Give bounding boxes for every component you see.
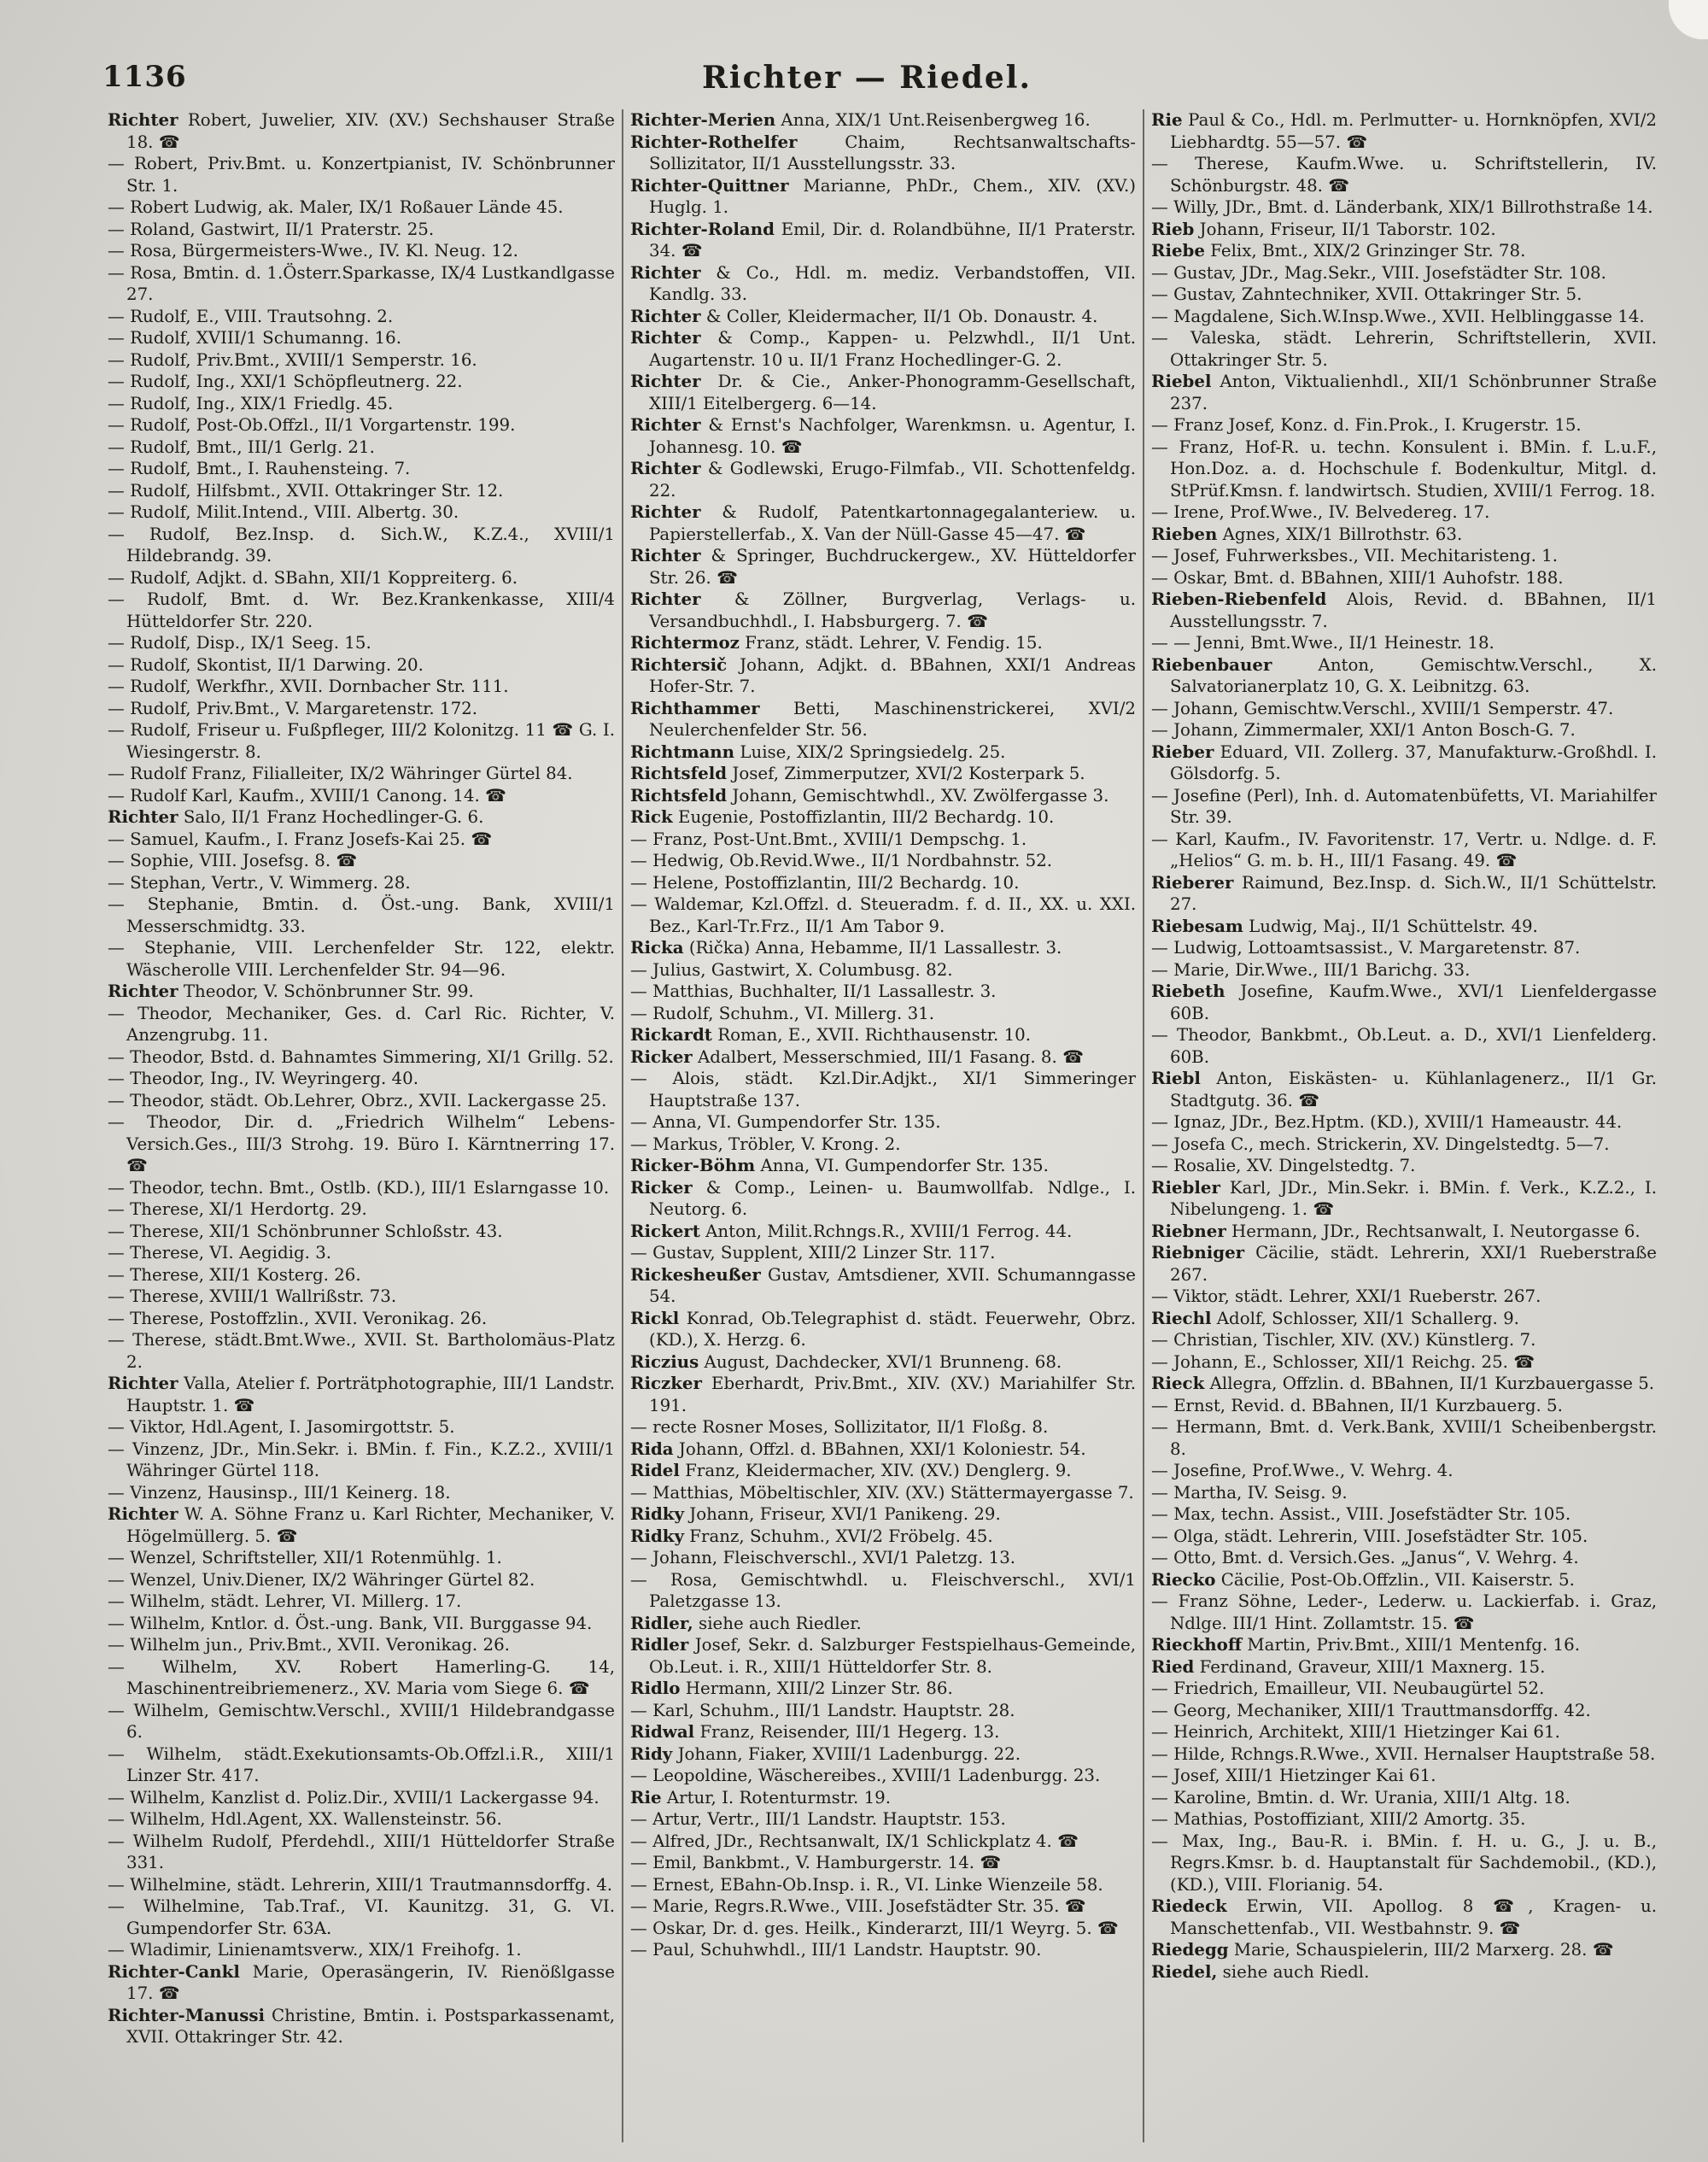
directory-entry: Rieber Eduard, VII. Zollerg. 37, Manufakturw.-Großhdl. I. Gölsdorfg. 5. bbox=[1151, 741, 1657, 783]
directory-entry: — Wilhelmine, städt. Lehrerin, XIII/1 Trautmannsdorffg. 4. bbox=[108, 1874, 613, 1895]
directory-entry: — Anna, VI. Gumpendorfer Str. 135. bbox=[630, 1112, 941, 1132]
directory-entry: — Wilhelm, städt.Exekutionsamts-Ob.Offzl.i.R., XIII/1 Linzer Str. 417. bbox=[108, 1743, 615, 1785]
directory-entry: — Stephanie, Bmtin. d. Öst.-ung. Bank, XVIII/1 Messerschmidtg. 33. bbox=[108, 894, 615, 936]
directory-entry: — Oskar, Bmt. d. BBahnen, XIII/1 Auhofstr. 188. bbox=[1151, 567, 1564, 588]
directory-entry: — Irene, Prof.Wwe., IV. Belvedereg. 17. bbox=[1151, 502, 1490, 522]
directory-entry: Rick Eugenie, Postoffizlantin, III/2 Bechardg. 10. bbox=[630, 806, 1055, 827]
page-corner bbox=[1669, 0, 1708, 39]
directory-entry: — Valeska, städt. Lehrerin, Schriftstellerin, XVII. Ottakringer Str. 5. bbox=[1151, 328, 1657, 370]
directory-entry: — Therese, städt.Bmt.Wwe., XVII. St. Bartholomäus-Platz 2. bbox=[108, 1330, 615, 1372]
directory-entry: — Wilhelm, Gemischtw.Verschl., XVIII/1 Hildebrandgasse 6. bbox=[108, 1700, 615, 1742]
directory-entry: Riebe Felix, Bmt., XIX/2 Grinzinger Str. 78. bbox=[1151, 240, 1526, 261]
directory-entry: — Matthias, Möbeltischler, XIV. (XV.) Stättermayergasse 7. bbox=[630, 1482, 1134, 1503]
running-title: Richter — Riedel. bbox=[701, 60, 1032, 96]
directory-entry: Richtersič Johann, Adjkt. d. BBahnen, XXI/1 Andreas Hofer-Str. 7. bbox=[630, 653, 1136, 696]
directory-entry: — Wilhelm, Hdl.Agent, XX. Wallensteinstr. 56. bbox=[108, 1809, 502, 1829]
directory-entry: — Therese, VI. Aegidig. 3. bbox=[108, 1243, 332, 1263]
directory-entry: — Johann, Zimmermaler, XXI/1 Anton Bosch-G. 7. bbox=[1151, 720, 1576, 740]
directory-entry: — Karl, Kaufm., IV. Favoritenstr. 17, Vertr. u. Ndlge. d. F. „Helios“ G. m. b. H., III/1 Fasang. 49. ☎ bbox=[1151, 829, 1657, 870]
directory-entry: Ricker & Comp., Leinen- u. Baumwollfab. Ndlge., I. Neutorg. 6. bbox=[630, 1176, 1136, 1219]
directory-entry: — Rosalie, XV. Dingelstedtg. 7. bbox=[1151, 1156, 1416, 1175]
directory-entry: — Franz, Post-Unt.Bmt., XVIII/1 Dempschg. 1. bbox=[630, 829, 1027, 849]
directory-entry: Ridky Franz, Schuhm., XVI/2 Fröbelg. 45. bbox=[630, 1525, 993, 1546]
directory-entry: Richter & Godlewski, Erugo-Filmfab., VII. Schottenfeldg. 22. bbox=[630, 458, 1136, 501]
directory-entry: — Wilhelm, Kanzlist d. Poliz.Dir., XVIII/1 Lackergasse 94. bbox=[108, 1787, 600, 1808]
directory-entry: — Rudolf, Bez.Insp. d. Sich.W., K.Z.4., XVIII/1 Hildebrandg. 39. bbox=[108, 524, 615, 565]
directory-entry: Richter Robert, Juwelier, XIV. (XV.) Sechshauser Straße 18. ☎ bbox=[108, 109, 615, 152]
directory-entry: — Josef, Fuhrwerksbes., VII. Mechitaristeng. 1. bbox=[1151, 546, 1559, 565]
directory-entry: Richter & Comp., Kappen- u. Pelzwhdl., II/1 Unt. Augartenstr. 10 u. II/1 Franz Hochedlinger-G. 2. bbox=[630, 327, 1136, 370]
directory-entry: — Rudolf, Bmt., III/1 Gerlg. 21. bbox=[108, 437, 375, 457]
directory-entry: Richter & Zöllner, Burgverlag, Verlags- u. Versandbuchhdl., I. Habsburgerg. 7. ☎ bbox=[630, 589, 1136, 631]
directory-entry: Richter Dr. & Cie., Anker-Phonogramm-Gesellschaft, XIII/1 Eitelbergerg. 6—14. bbox=[630, 371, 1136, 413]
directory-entry: Rickl Konrad, Ob.Telegraphist d. städt. Feuerwehr, Obrz. (KD.), X. Herzg. 6. bbox=[630, 1307, 1136, 1350]
directory-entry: Richter & Springer, Buchdruckergew., XV. Hütteldorfer Str. 26. ☎ bbox=[630, 545, 1136, 588]
directory-entry: — Rudolf, Post-Ob.Offzl., II/1 Vorgartenstr. 199. bbox=[108, 415, 516, 435]
directory-entry: — Ernest, EBahn-Ob.Insp. i. R., VI. Linke Wienzeile 58. bbox=[630, 1874, 1103, 1895]
directory-entry: Richter & Coller, Kleidermacher, II/1 Ob. Donaustr. 4. bbox=[630, 305, 1098, 326]
directory-entry: — Wilhelm jun., Priv.Bmt., XVII. Veronikag. 26. bbox=[108, 1635, 510, 1655]
directory-entry: Ridwal Franz, Reisender, III/1 Hegerg. 13. bbox=[630, 1721, 1000, 1742]
directory-entry: Riebniger Cäcilie, städt. Lehrerin, XXI/1 Rueberstraße 267. bbox=[1151, 1242, 1657, 1285]
directory-entry: — Rudolf, Skontist, II/1 Darwing. 20. bbox=[108, 654, 424, 675]
directory-entry: — Marie, Regrs.R.Wwe., VIII. Josefstädter Str. 35. ☎ bbox=[630, 1896, 1086, 1916]
directory-entry: Rieck Allegra, Offzlin. d. BBahnen, II/1 Kurzbauergasse 5. bbox=[1151, 1373, 1655, 1393]
directory-entry: — Wilhelm, XV. Robert Hamerling-G. 14, Maschinentreibriemenerz., XV. Maria vom Siege 6. ☎ bbox=[108, 1656, 615, 1698]
directory-entry: — Therese, XI/1 Herdortg. 29. bbox=[108, 1199, 367, 1219]
directory-entry: Riedeck Erwin, VII. Apollog. 8 ☎, Kragen- u. Manschettenfab., VII. Westbahnstr. 9. ☎ bbox=[1151, 1895, 1657, 1938]
directory-entry: Rieckhoff Martin, Priv.Bmt., XIII/1 Mentenfg. 16. bbox=[1151, 1634, 1580, 1655]
directory-entry: Rieben Agnes, XIX/1 Billrothstr. 63. bbox=[1151, 523, 1463, 544]
directory-entry: Rieb Johann, Friseur, II/1 Taborstr. 102. bbox=[1151, 218, 1496, 239]
directory-entry: — Franz, Hof-R. u. techn. Konsulent i. BMin. f. L.u.F., Hon.Doz. a. d. Hochschule f. Bodenkultur, Mitgl. d. StPrüf.Kmsn. f. landwirtsch. Studien, XVIII/1 Ferrog. 18. bbox=[1151, 437, 1657, 501]
directory-entry: — Alfred, JDr., Rechtsanwalt, IX/1 Schlickplatz 4. ☎ bbox=[630, 1831, 1079, 1851]
directory-entry: Ricker-Böhm Anna, VI. Gumpendorfer Str. 135. bbox=[630, 1155, 1049, 1175]
directory-entry: Riebesam Ludwig, Maj., II/1 Schüttelstr. 49. bbox=[1151, 915, 1538, 936]
directory-entry: — Hermann, Bmt. d. Verk.Bank, XVIII/1 Scheibenbergstr. 8. bbox=[1151, 1417, 1657, 1459]
directory-entry: — Franz Söhne, Leder-, Lederw. u. Lackierfab. i. Graz, Ndlge. III/1 Hint. Zollamtstr. 15. ☎ bbox=[1151, 1591, 1657, 1633]
directory-entry: Riebner Hermann, JDr., Rechtsanwalt, I. Neutorgasse 6. bbox=[1151, 1220, 1641, 1241]
directory-entry: Richter & Co., Hdl. m. mediz. Verbandstoffen, VII. Kandlg. 33. bbox=[630, 261, 1136, 304]
directory-entry: — Vinzenz, Hausinsp., III/1 Keinerg. 18. bbox=[108, 1482, 451, 1503]
directory-entry: — Gustav, Supplent, XIII/2 Linzer Str. 117. bbox=[630, 1243, 996, 1263]
directory-entry: Rickesheußer Gustav, Amtsdiener, XVII. Schumanngasse 54. bbox=[630, 1263, 1136, 1306]
directory-entry: — Johann, E., Schlosser, XII/1 Reichg. 25. ☎ bbox=[1151, 1351, 1535, 1372]
directory-entry: — Waldemar, Kzl.Offzl. d. Steueradm. f. d. II., XX. u. XXI. Bez., Karl-Tr.Frz., II/1 Am Tabor 9. bbox=[630, 894, 1136, 936]
directory-entry: — Rudolf, Adjkt. d. SBahn, XII/1 Koppreiterg. 6. bbox=[108, 567, 518, 588]
directory-entry: — Ernst, Revid. d. BBahnen, II/1 Kurzbauerg. 5. bbox=[1151, 1395, 1563, 1415]
directory-entry: — — Jenni, Bmt.Wwe., II/1 Heinestr. 18. bbox=[1151, 633, 1494, 653]
directory-entry: — Rudolf, XVIII/1 Schumanng. 16. bbox=[108, 328, 401, 348]
directory-entry: — Viktor, städt. Lehrer, XXI/1 Rueberstr. 267. bbox=[1151, 1286, 1541, 1306]
directory-entry: Ridler, siehe auch Riedler. bbox=[630, 1612, 862, 1633]
directory-entry: — Theodor, Bankbmt., Ob.Leut. a. D., XVI/1 Lienfelderg. 60B. bbox=[1151, 1025, 1657, 1067]
column-1 bbox=[101, 109, 622, 2142]
directory-entry: — Martha, IV. Seisg. 9. bbox=[1151, 1482, 1348, 1503]
directory-entry: — Wilhelmine, Tab.Traf., VI. Kaunitzg. 31, G. VI. Gumpendorfer Str. 63A. bbox=[108, 1896, 615, 1938]
directory-entry: — Max, Ing., Bau-R. i. BMin. f. H. u. G., J. u. B., Regrs.Kmsr. b. d. Hauptanstalt für Sachdemobil., (KD.), (KD.), VIII. Florianig. 54. bbox=[1151, 1831, 1657, 1895]
directory-entry: — Therese, XII/1 Schönbrunner Schloßstr. 43. bbox=[108, 1221, 503, 1241]
directory-entry: Richter W. A. Söhne Franz u. Karl Richter, Mechaniker, V. Högelmüllerg. 5. ☎ bbox=[108, 1503, 615, 1546]
directory-entry: Riebel Anton, Viktualienhdl., XII/1 Schönbrunner Straße 237. bbox=[1151, 371, 1657, 413]
directory-entry: Richter & Ernst's Nachfolger, Warenkmsn. u. Agentur, I. Johannesg. 10. ☎ bbox=[630, 414, 1136, 457]
directory-entry: — Rudolf, Schuhm., VI. Millerg. 31. bbox=[630, 1003, 935, 1023]
directory-entry: Richthammer Betti, Maschinenstrickerei, XVI/2 Neulerchenfelder Str. 56. bbox=[630, 697, 1136, 740]
directory-entry: — Paul, Schuhwhdl., III/1 Landstr. Hauptstr. 90. bbox=[630, 1940, 1042, 1960]
columns bbox=[101, 109, 1664, 2142]
directory-entry: — Helene, Postoffizlantin, III/2 Bechardg. 10. bbox=[630, 872, 1020, 893]
directory-entry: — Theodor, techn. Bmt., Ostlb. (KD.), III/1 Eslarngasse 10. bbox=[108, 1177, 610, 1198]
directory-entry: — Alois, städt. Kzl.Dir.Adjkt., XI/1 Simmeringer Hauptstraße 137. bbox=[630, 1069, 1136, 1110]
directory-entry: Rieben-Riebenfeld Alois, Revid. d. BBahnen, II/1 Ausstellungsstr. 7. bbox=[1151, 589, 1657, 631]
directory-entry: — Samuel, Kaufm., I. Franz Josefs-Kai 25. ☎ bbox=[108, 829, 493, 849]
directory-entry: Riebler Karl, JDr., Min.Sekr. i. BMin. f. Verk., K.Z.2., I. Nibelungeng. 1. ☎ bbox=[1151, 1176, 1657, 1219]
directory-entry: — Matthias, Buchhalter, II/1 Lassallestr. 3. bbox=[630, 981, 997, 1001]
directory-entry: — Magdalene, Sich.W.Insp.Wwe., XVII. Helblinggasse 14. bbox=[1151, 306, 1645, 326]
directory-entry: — Theodor, städt. Ob.Lehrer, Obrz., XVII. Lackergasse 25. bbox=[108, 1090, 607, 1110]
directory-entry: — Rudolf, Milit.Intend., VIII. Albertg. 30. bbox=[108, 502, 459, 522]
directory-entry: — Karoline, Bmtin. d. Wr. Urania, XIII/1 Altg. 18. bbox=[1151, 1787, 1571, 1808]
directory-entry: Ridler Josef, Sekr. d. Salzburger Festspielhaus-Gemeinde, Ob.Leut. i. R., XIII/1 Hütteldorfer Str. 8. bbox=[630, 1634, 1136, 1677]
directory-entry: Richtmann Luise, XIX/2 Springsiedelg. 25. bbox=[630, 741, 1006, 762]
page-header bbox=[102, 60, 1631, 103]
directory-entry: — Artur, Vertr., III/1 Landstr. Hauptstr. 153. bbox=[630, 1809, 1006, 1829]
directory-entry: — Wladimir, Linienamtsverw., XIX/1 Freihofg. 1. bbox=[108, 1940, 522, 1960]
directory-entry: — Therese, XVIII/1 Wallrißstr. 73. bbox=[108, 1286, 397, 1306]
directory-entry: — Rudolf, Ing., XXI/1 Schöpfleutnerg. 22. bbox=[108, 372, 463, 391]
directory-entry: Ricka (Rička) Anna, Hebamme, II/1 Lassallestr. 3. bbox=[630, 937, 1062, 958]
directory-entry: — Rudolf, Werkfhr., XVII. Dornbacher Str. 111. bbox=[108, 677, 509, 696]
directory-entry: Rida Johann, Offzl. d. BBahnen, XXI/1 Koloniestr. 54. bbox=[630, 1438, 1086, 1459]
directory-entry: — Josef, XIII/1 Hietzinger Kai 61. bbox=[1151, 1766, 1436, 1785]
directory-entry: — Otto, Bmt. d. Versich.Ges. „Janus“, V. Wehrg. 4. bbox=[1151, 1548, 1579, 1567]
directory-entry: — Rudolf, Priv.Bmt., XVIII/1 Semperstr. 16. bbox=[108, 349, 477, 370]
directory-entry: Riebenbauer Anton, Gemischtw.Verschl., X. Salvatorianerplatz 10, G. X. Leibnitzg. 63. bbox=[1151, 653, 1657, 696]
directory-entry: — Rudolf Franz, Filialleiter, IX/2 Währinger Gürtel 84. bbox=[108, 764, 573, 783]
directory-entry: — Josefine (Perl), Inh. d. Automatenbüfetts, VI. Mariahilfer Str. 39. bbox=[1151, 785, 1657, 827]
directory-entry: — Rudolf, Friseur u. Fußpfleger, III/2 Kolonitzg. 11 ☎ G. I. Wiesingerstr. 8. bbox=[108, 720, 615, 762]
directory-entry: Richter Salo, II/1 Franz Hochedlinger-G. 6. bbox=[108, 806, 484, 827]
directory-entry: — Stephan, Vertr., V. Wimmerg. 28. bbox=[108, 872, 411, 893]
directory-entry: Rickardt Roman, E., XVII. Richthausenstr. 10. bbox=[630, 1024, 1032, 1045]
directory-entry: Richtsfeld Josef, Zimmerputzer, XVI/2 Kosterpark 5. bbox=[630, 763, 1085, 783]
directory-entry: Rickert Anton, Milit.Rchngs.R., XVIII/1 Ferrog. 44. bbox=[630, 1220, 1073, 1241]
directory-entry: — Rudolf, Disp., IX/1 Seeg. 15. bbox=[108, 633, 371, 653]
directory-entry: Richter Valla, Atelier f. Porträtphotographie, III/1 Landstr. Hauptstr. 1. ☎ bbox=[108, 1373, 615, 1415]
directory-entry: Riczius August, Dachdecker, XVI/1 Brunneng. 68. bbox=[630, 1351, 1062, 1372]
directory-entry: Riechl Adolf, Schlosser, XII/1 Schallerg. 9. bbox=[1151, 1307, 1519, 1328]
directory-entry: — Theodor, Ing., IV. Weyringerg. 40. bbox=[108, 1069, 418, 1088]
directory-entry: Richter-Cankl Marie, Operasängerin, IV. Rienößlgasse 17. ☎ bbox=[108, 1960, 615, 2003]
directory-entry: Richtermoz Franz, städt. Lehrer, V. Fendig. 15. bbox=[630, 632, 1043, 653]
directory-entry: — Rosa, Bürgermeisters-Wwe., IV. Kl. Neug. 12. bbox=[108, 241, 518, 261]
directory-entry: — recte Rosner Moses, Sollizitator, II/1 Floßg. 8. bbox=[630, 1417, 1049, 1437]
directory-entry: Riebeth Josefine, Kaufm.Wwe., XVI/1 Lienfeldergasse 60B. bbox=[1151, 981, 1657, 1023]
directory-entry: Riedel, siehe auch Riedl. bbox=[1151, 1960, 1370, 1982]
directory-entry: — Rudolf, E., VIII. Trautsohng. 2. bbox=[108, 306, 394, 326]
directory-entry: — Rudolf, Bmt., I. Rauhensteing. 7. bbox=[108, 459, 411, 478]
directory-entry: Richter & Rudolf, Patentkartonnagegalanteriew. u. Papierstellerfab., X. Van der Nüll-Gasse 45—47. ☎ bbox=[630, 501, 1136, 544]
directory-entry: — Theodor, Mechaniker, Ges. d. Carl Ric. Richter, V. Anzengrubg. 11. bbox=[108, 1003, 615, 1045]
directory-entry: — Wilhelm Rudolf, Pferdehdl., XIII/1 Hütteldorfer Straße 331. bbox=[108, 1831, 615, 1872]
directory-entry: — Wenzel, Univ.Diener, IX/2 Währinger Gürtel 82. bbox=[108, 1569, 535, 1590]
directory-entry: — Theodor, Bstd. d. Bahnamtes Simmering, XI/1 Grillg. 52. bbox=[108, 1046, 614, 1067]
directory-entry: Ridel Franz, Kleidermacher, XIV. (XV.) Denglerg. 9. bbox=[630, 1460, 1072, 1480]
directory-entry: — Rudolf, Ing., XIX/1 Friedlg. 45. bbox=[108, 393, 394, 413]
directory-entry: — Ludwig, Lottoamtsassist., V. Margaretenstr. 87. bbox=[1151, 938, 1581, 958]
directory-entry: — Vinzenz, JDr., Min.Sekr. i. BMin. f. Fin., K.Z.2., XVIII/1 Währinger Gürtel 118. bbox=[108, 1438, 615, 1480]
directory-entry: Riczker Eberhardt, Priv.Bmt., XIV. (XV.) Mariahilfer Str. 191. bbox=[630, 1373, 1136, 1415]
directory-entry: — Georg, Mechaniker, XIII/1 Trauttmansdorffg. 42. bbox=[1151, 1700, 1591, 1720]
directory-entry: — Josefine, Prof.Wwe., V. Wehrg. 4. bbox=[1151, 1461, 1454, 1480]
directory-entry: — Wilhelm, städt. Lehrer, VI. Millerg. 17. bbox=[108, 1591, 462, 1611]
directory-entry: Richter-Quittner Marianne, PhDr., Chem., XIV. (XV.) Huglg. 1. bbox=[630, 174, 1136, 217]
directory-entry: — Rudolf, Bmt. d. Wr. Bez.Krankenkasse, XIII/4 Hütteldorfer Str. 220. bbox=[108, 589, 615, 631]
directory-entry: — Oskar, Dr. d. ges. Heilk., Kinderarzt, III/1 Weyrg. 5. ☎ bbox=[630, 1918, 1119, 1938]
directory-entry: — Robert Ludwig, ak. Maler, IX/1 Roßauer Lände 45. bbox=[108, 197, 564, 217]
directory-entry: — Roland, Gastwirt, II/1 Praterstr. 25. bbox=[108, 219, 435, 239]
directory-entry: Riebl Anton, Eiskästen- u. Kühlanlagenerz., II/1 Gr. Stadtgutg. 36. ☎ bbox=[1151, 1068, 1657, 1110]
directory-entry: — Johann, Gemischtw.Verschl., XVIII/1 Semperstr. 47. bbox=[1151, 698, 1614, 718]
directory-entry: — Gustav, Zahntechniker, XVII. Ottakringer Str. 5. bbox=[1151, 284, 1582, 304]
directory-entry: Ridlo Hermann, XIII/2 Linzer Str. 86. bbox=[630, 1678, 953, 1698]
directory-entry: — Therese, Postoffzlin., XVII. Veronikag. 26. bbox=[108, 1308, 488, 1328]
directory-entry: Ried Ferdinand, Graveur, XIII/1 Maxnerg. 15. bbox=[1151, 1655, 1546, 1677]
directory-entry: — Rosa, Bmtin. d. 1.Österr.Sparkasse, IX/4 Lustkandlgasse 27. bbox=[108, 262, 615, 304]
directory-entry: Richter-Roland Emil, Dir. d. Rolandbühne, II/1 Praterstr. 34. ☎ bbox=[630, 218, 1136, 261]
directory-entry: Ricker Adalbert, Messerschmied, III/1 Fasang. 8. ☎ bbox=[630, 1046, 1084, 1067]
directory-entry: — Gustav, JDr., Mag.Sekr., VIII. Josefstädter Str. 108. bbox=[1151, 262, 1606, 283]
directory-entry: — Leopoldine, Wäschereibes., XVIII/1 Ladenburgg. 23. bbox=[630, 1766, 1101, 1785]
directory-entry: Rie Artur, I. Rotenturmstr. 19. bbox=[630, 1786, 892, 1808]
directory-entry: — Theodor, Dir. d. „Friedrich Wilhelm“ Lebens-Versich.Ges., III/3 Strohg. 19. Büro I. Kärntnerring 17. ☎ bbox=[108, 1112, 615, 1175]
directory-entry: — Mathias, Postoffiziant, XIII/2 Amortg. 35. bbox=[1151, 1809, 1526, 1829]
directory-entry: Richter-Rothelfer Chaim, Rechtsanwaltschafts-Sollizitator, II/1 Ausstellungsstr. 33. bbox=[630, 131, 1136, 173]
page-number: 1136 bbox=[102, 60, 187, 94]
directory-entry: Richter-Merien Anna, XIX/1 Unt.Reisenbergweg 16. bbox=[630, 109, 1091, 130]
directory-entry: — Therese, Kaufm.Wwe. u. Schriftstellerin, IV. Schönburgstr. 48. ☎ bbox=[1151, 154, 1657, 196]
directory-entry: — Julius, Gastwirt, X. Columbusg. 82. bbox=[630, 959, 953, 980]
directory-entry: — Max, techn. Assist., VIII. Josefstädter Str. 105. bbox=[1151, 1504, 1571, 1524]
directory-entry: Ridy Johann, Fiaker, XVIII/1 Ladenburgg. 22. bbox=[630, 1743, 1021, 1764]
directory-entry: — Karl, Schuhm., III/1 Landstr. Hauptstr. 28. bbox=[630, 1700, 1015, 1720]
directory-entry: — Therese, XII/1 Kosterg. 26. bbox=[108, 1264, 361, 1285]
directory-entry: — Sophie, VIII. Josefsg. 8. ☎ bbox=[108, 851, 358, 870]
directory-entry: — Heinrich, Architekt, XIII/1 Hietzinger Kai 61. bbox=[1151, 1722, 1560, 1742]
directory-entry: — Rudolf, Priv.Bmt., V. Margaretenstr. 172. bbox=[108, 698, 478, 718]
directory-entry: — Wilhelm, Kntlor. d. Öst.-ung. Bank, VII. Burggasse 94. bbox=[108, 1613, 593, 1633]
directory-entry: — Hedwig, Ob.Revid.Wwe., II/1 Nordbahnstr. 52. bbox=[630, 851, 1053, 870]
directory-entry: — Hilde, Rchngs.R.Wwe., XVII. Hernalser Hauptstraße 58. bbox=[1151, 1743, 1656, 1764]
column-2 bbox=[622, 109, 1143, 2142]
directory-entry: — Johann, Fleischverschl., XVI/1 Paletzg. 13. bbox=[630, 1548, 1016, 1567]
directory-entry: — Rudolf Karl, Kaufm., XVIII/1 Canong. 14. ☎ bbox=[108, 785, 506, 806]
column-3 bbox=[1143, 109, 1664, 2142]
directory-entry: Richter Theodor, V. Schönbrunner Str. 99. bbox=[108, 981, 474, 1001]
directory-entry: Rieberer Raimund, Bez.Insp. d. Sich.W., II/1 Schüttelstr. 27. bbox=[1151, 871, 1657, 914]
directory-entry: Richter-Manussi Christine, Bmtin. i. Postsparkassenamt, XVII. Ottakringer Str. 42. bbox=[108, 2004, 615, 2047]
directory-entry: — Markus, Tröbler, V. Krong. 2. bbox=[630, 1134, 901, 1154]
directory-entry: — Friedrich, Emailleur, VII. Neubaugürtel 52. bbox=[1151, 1679, 1545, 1698]
directory-entry: — Wenzel, Schriftsteller, XII/1 Rotenmühlg. 1. bbox=[108, 1548, 502, 1567]
directory-entry: — Ignaz, JDr., Bez.Hptm. (KD.), XVIII/1 Hameaustr. 44. bbox=[1151, 1112, 1623, 1132]
directory-entry: — Stephanie, VIII. Lerchenfelder Str. 122, elektr. Wäscherolle VIII. Lerchenfelder Str. 94—96. bbox=[108, 938, 615, 980]
directory-entry: — Marie, Dir.Wwe., III/1 Barichg. 33. bbox=[1151, 959, 1471, 980]
directory-entry: — Willy, JDr., Bmt. d. Länderbank, XIX/1 Billrothstraße 14. bbox=[1151, 197, 1653, 217]
directory-entry: — Robert, Priv.Bmt. u. Konzertpianist, IV. Schönbrunner Str. 1. bbox=[108, 154, 615, 196]
directory-entry: — Josefa C., mech. Strickerin, XV. Dingelstedtg. 5—7. bbox=[1151, 1134, 1610, 1154]
directory-entry: Riedegg Marie, Schauspielerin, III/2 Marxerg. 28. ☎ bbox=[1151, 1939, 1614, 1960]
directory-entry: Richtsfeld Johann, Gemischtwhdl., XV. Zwölfergasse 3. bbox=[630, 784, 1109, 806]
directory-entry: — Olga, städt. Lehrerin, VIII. Josefstädter Str. 105. bbox=[1151, 1526, 1588, 1546]
directory-entry: Ridky Johann, Friseur, XVI/1 Panikeng. 29. bbox=[630, 1503, 1001, 1524]
directory-entry: — Christian, Tischler, XIV. (XV.) Künstlerg. 7. bbox=[1151, 1330, 1536, 1350]
directory-entry: — Viktor, Hdl.Agent, I. Jasomirgottstr. 5. bbox=[108, 1417, 455, 1437]
directory-entry: Riecko Cäcilie, Post-Ob.Offzlin., VII. Kaiserstr. 5. bbox=[1151, 1568, 1575, 1590]
directory-entry: — Rosa, Gemischtwhdl. u. Fleischverschl., XVI/1 Paletzgasse 13. bbox=[630, 1569, 1136, 1611]
directory-entry: Rie Paul & Co., Hdl. m. Perlmutter- u. Hornknöpfen, XVI/2 Liebhardtg. 55—57. ☎ bbox=[1151, 109, 1657, 152]
directory-entry: — Emil, Bankbmt., V. Hamburgerstr. 14. ☎ bbox=[630, 1853, 1002, 1872]
directory-entry: — Franz Josef, Konz. d. Fin.Prok., I. Krugerstr. 15. bbox=[1151, 415, 1582, 435]
directory-entry: — Rudolf, Hilfsbmt., XVII. Ottakringer Str. 12. bbox=[108, 480, 504, 501]
